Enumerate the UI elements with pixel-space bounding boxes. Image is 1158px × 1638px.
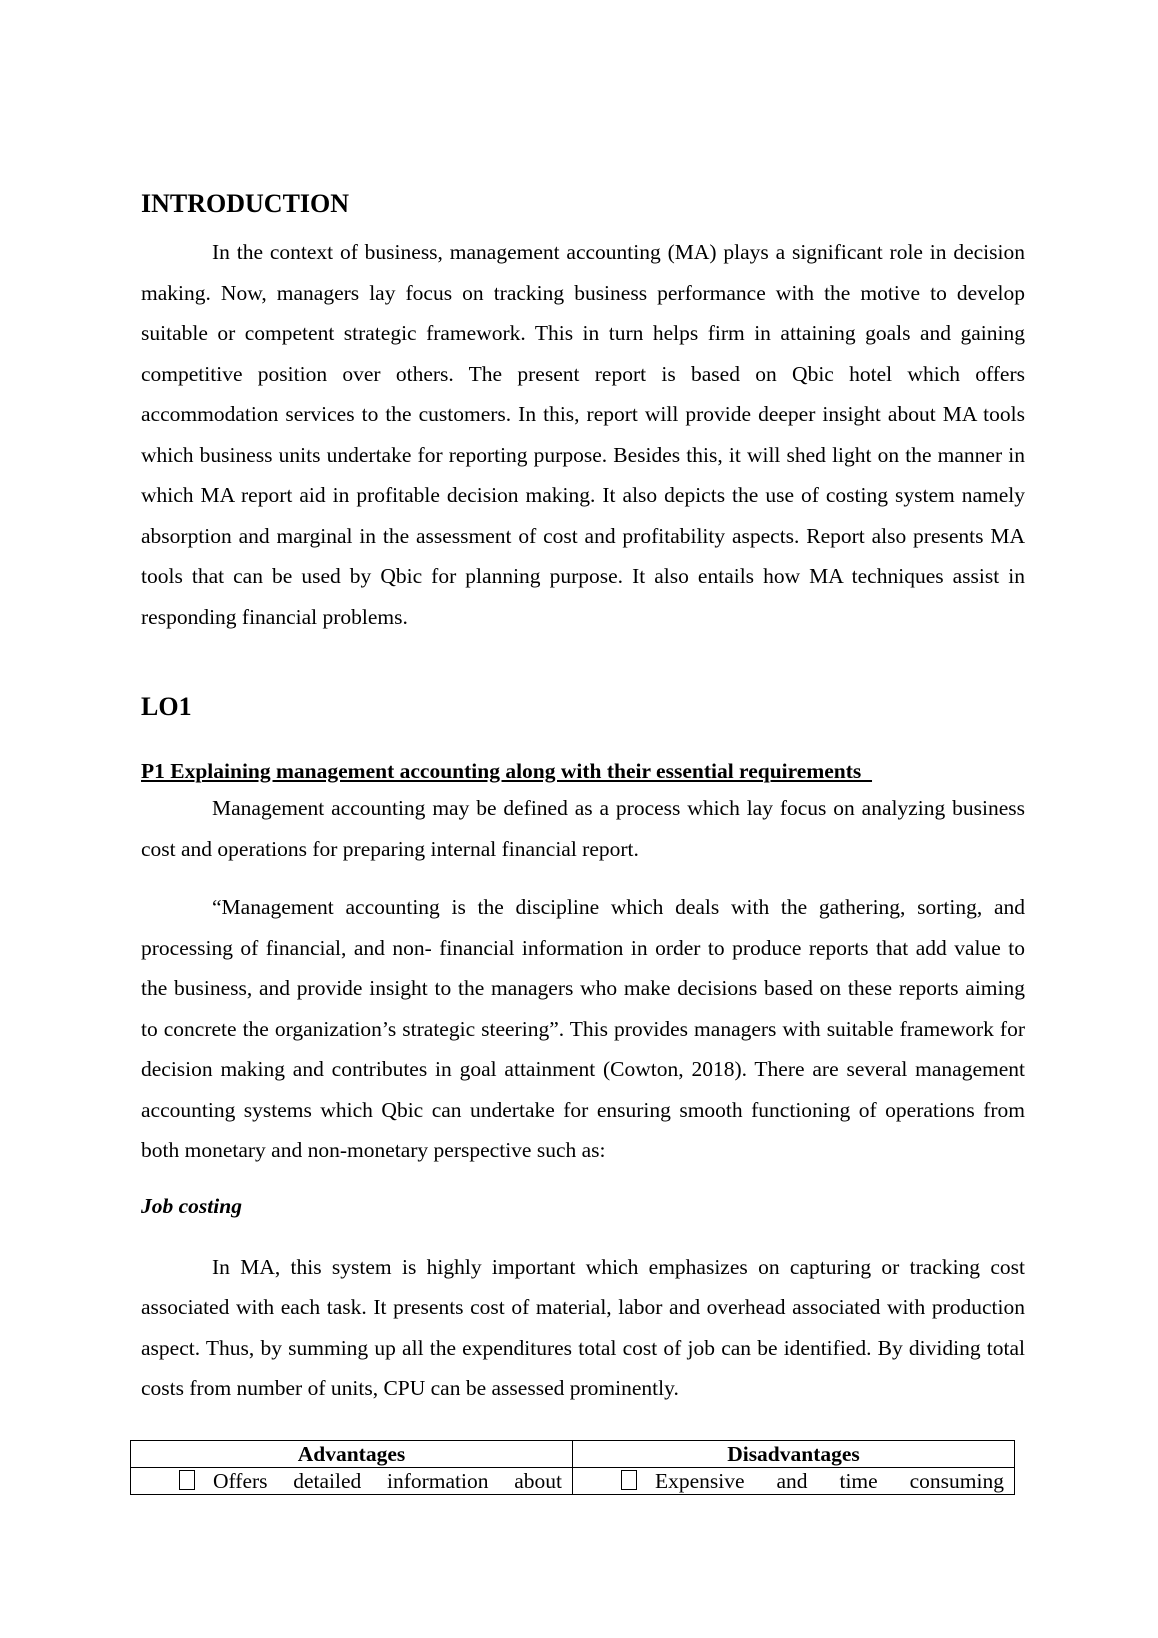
bullet-icon bbox=[179, 1470, 195, 1490]
advantages-disadvantages-table bbox=[130, 1440, 1015, 1495]
p1-paragraph: Management accounting may be defined as a process which lay focus on analyzing business cost and operations for preparing internal financial report. bbox=[141, 796, 1025, 861]
p1-heading: P1 Explaining management accounting along with their essential requirements bbox=[141, 759, 873, 783]
advantages-table-wrapper bbox=[130, 1440, 1015, 1495]
table-row bbox=[131, 1468, 1015, 1495]
advantages-header: Advantages bbox=[131, 1441, 573, 1468]
table-header-row bbox=[131, 1441, 1015, 1468]
disadvantage-cell bbox=[573, 1468, 1015, 1495]
document-body bbox=[141, 188, 1025, 1409]
disadvantages-header: Disadvantages bbox=[573, 1441, 1015, 1468]
advantage-cell bbox=[131, 1468, 573, 1495]
job-costing-paragraph: In MA, this system is highly important which emphasizes on capturing or tracking cost associated with each task. It presents cost of material, labor and overhead associated with production aspect. Thus, by summing up all the expenditures total cost of job can be identified. By dividing total costs from number of units, CPU can be assessed prominently. bbox=[141, 1254, 1025, 1400]
introduction-paragraph: In the context of business, management accounting (MA) plays a significant role in decision making. Now, managers lay focus on tracking business performance with the motive to develop suitable or competent strategic framework. This in turn helps firm in attaining goals and gaining competitive position over others. The present report is based on Qbic hotel which offers accommodation services to the customers. In this, report will provide deeper insight about MA tools which business units undertake for reporting purpose. Besides this, it will shed light on the manner in which MA report aid in profitable decision making. It also depicts the use of costing system namely absorption and marginal in the assessment of cost and profitability aspects. Report also presents MA tools that can be used by Qbic for planning purpose. It also entails how MA techniques assist in responding financial problems. bbox=[141, 240, 1025, 629]
bullet-icon bbox=[621, 1470, 637, 1490]
advantage-text: Offers detailed information about bbox=[213, 1469, 562, 1493]
introduction-heading: INTRODUCTION bbox=[141, 189, 350, 218]
job-costing-heading: Job costing bbox=[141, 1193, 242, 1218]
lo1-heading: LO1 bbox=[141, 692, 192, 721]
disadvantage-text: Expensive and time consuming bbox=[655, 1469, 1004, 1493]
definition-paragraph: “Management accounting is the discipline which deals with the gathering, sorting, and processing of financial, and non- financial information in order to produce reports that add value to the business, and provide insight to the managers who make decisions based on these reports aiming to concrete the organization’s strategic steering”. This provides managers with suitable framework for decision making and contributes in goal attainment (Cowton, 2018). There are several management accounting systems which Qbic can undertake for ensuring smooth functioning of operations from both monetary and non-monetary perspective such as: bbox=[141, 895, 1025, 1162]
